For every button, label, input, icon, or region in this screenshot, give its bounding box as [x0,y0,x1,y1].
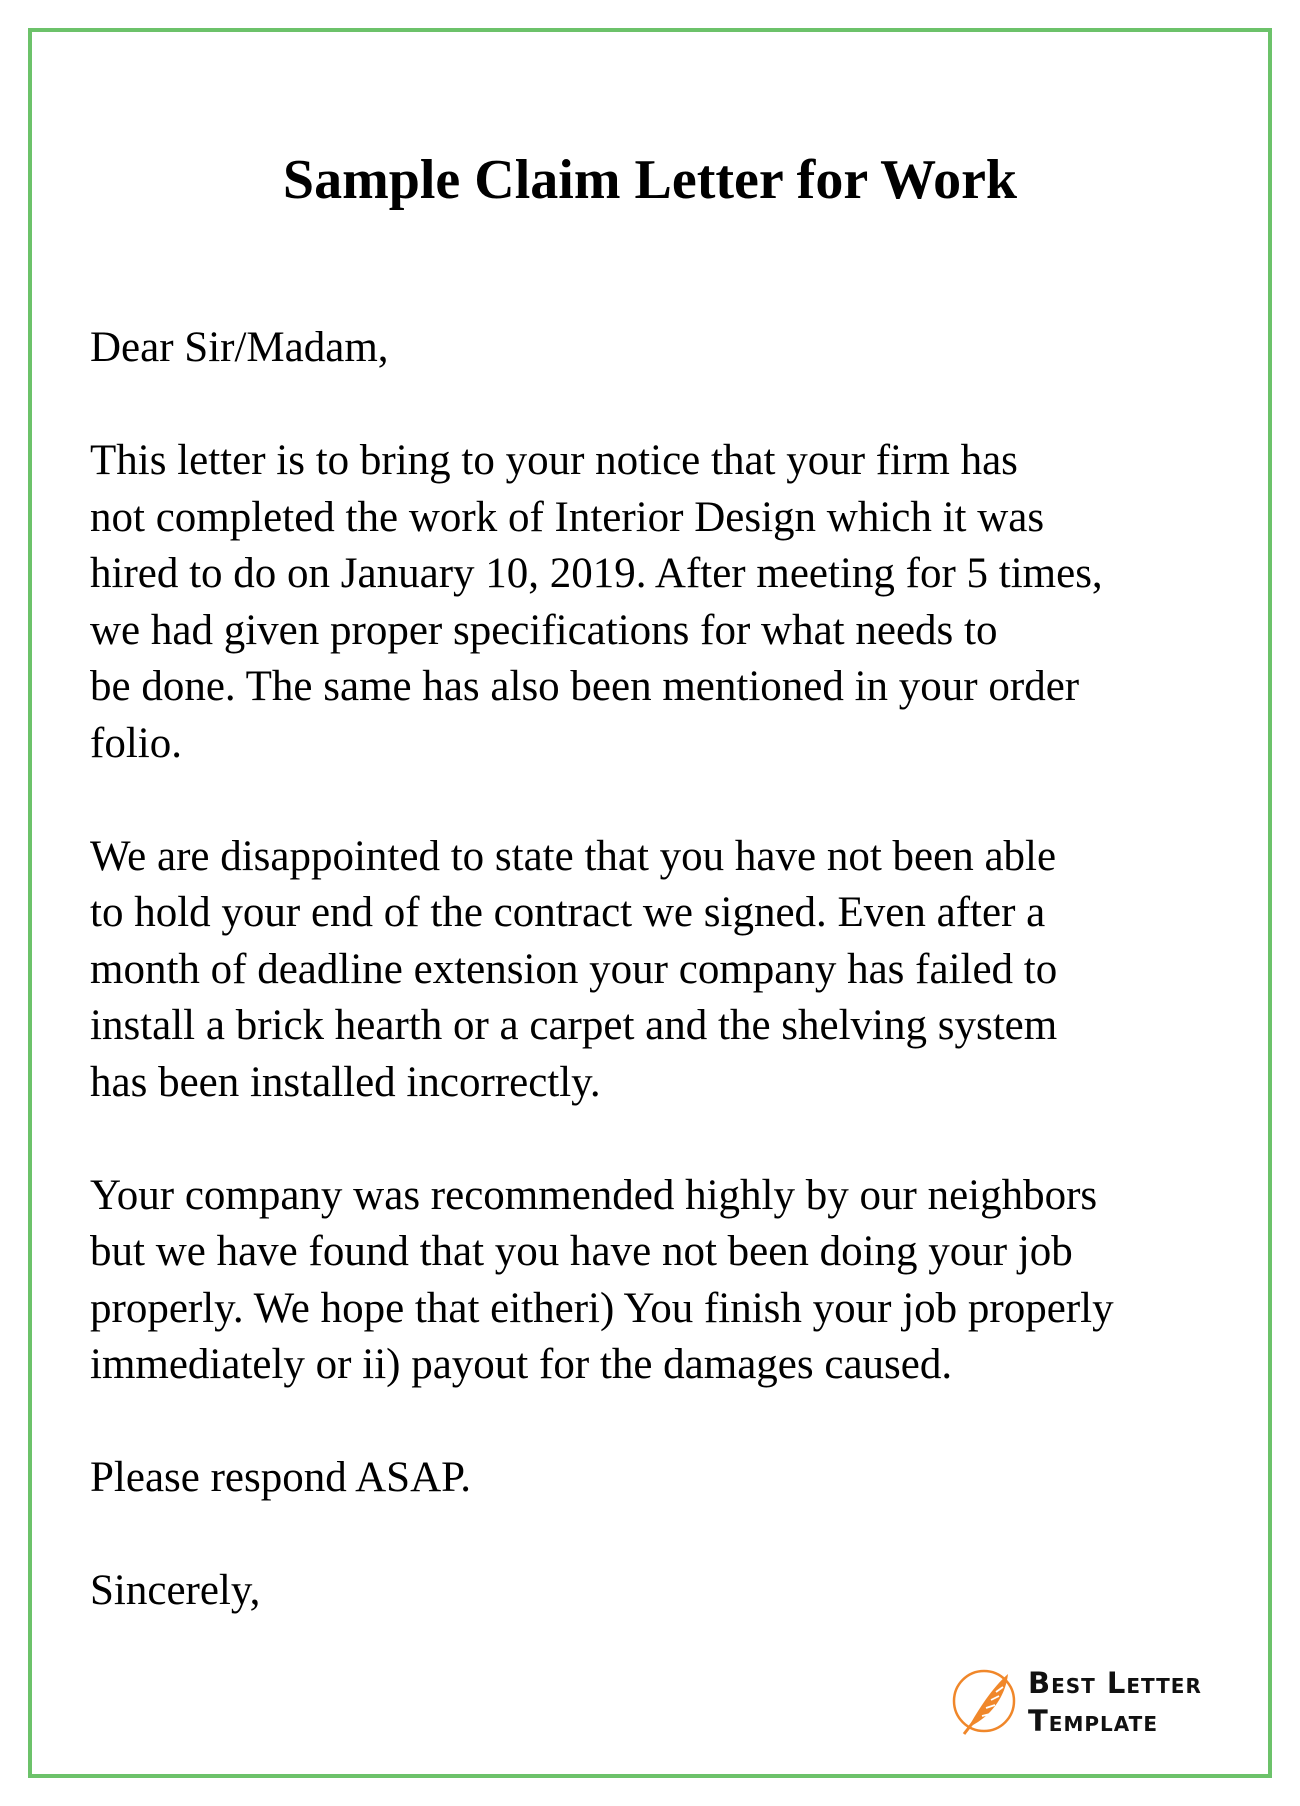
paragraph-line: to hold your end of the contract we signed. Even after a [90,889,1046,936]
request-line: Please respond ASAP. [90,1454,472,1501]
logo-wordmark [1028,1664,1202,1740]
paragraph-line: We are disappointed to state that you have not been able [90,832,1057,880]
logo-line-1: Best Letter [1028,1666,1202,1700]
paragraph-line: but we have found that you have not been doing your job [90,1228,1073,1275]
feather-quill-icon [948,1658,1020,1744]
paragraph-line: not completed the work of Interior Design which it was [90,493,1045,541]
letter-body [90,320,1240,1676]
paragraph-2 [90,829,1240,1112]
paragraph-line: hired to do on January 10, 2019. After meeting for 5 times, [90,550,1103,597]
brand-logo [948,1658,1238,1748]
paragraph-line: has been installed incorrectly. [90,1058,601,1106]
paragraph-line: we had given proper specifications for what needs to [90,606,998,654]
logo-line-2: Template [1028,1704,1158,1738]
paragraph-line: be done. The same has also been mentioned in your order [90,663,1080,710]
paragraph-line: This letter is to bring to your notice that your firm has [90,437,1018,484]
paragraph-line: install a brick hearth or a carpet and the shelving system [90,1002,1058,1049]
salutation: Dear Sir/Madam, [90,324,389,371]
paragraph-line: immediately or ii) payout for the damages caused. [90,1341,953,1388]
paragraph-line: Your company was recommended highly by our neighbors [90,1171,1098,1219]
paragraph-line: properly. We hope that eitheri) You finish your job properly [90,1284,1114,1332]
closing: Sincerely, [90,1567,261,1614]
paragraph-1 [90,433,1240,772]
paragraph-line: month of deadline extension your company has failed to [90,945,1058,993]
paragraph-line: folio. [90,719,182,767]
paragraph-3 [90,1168,1240,1394]
page-title: Sample Claim Letter for Work [282,149,1018,211]
